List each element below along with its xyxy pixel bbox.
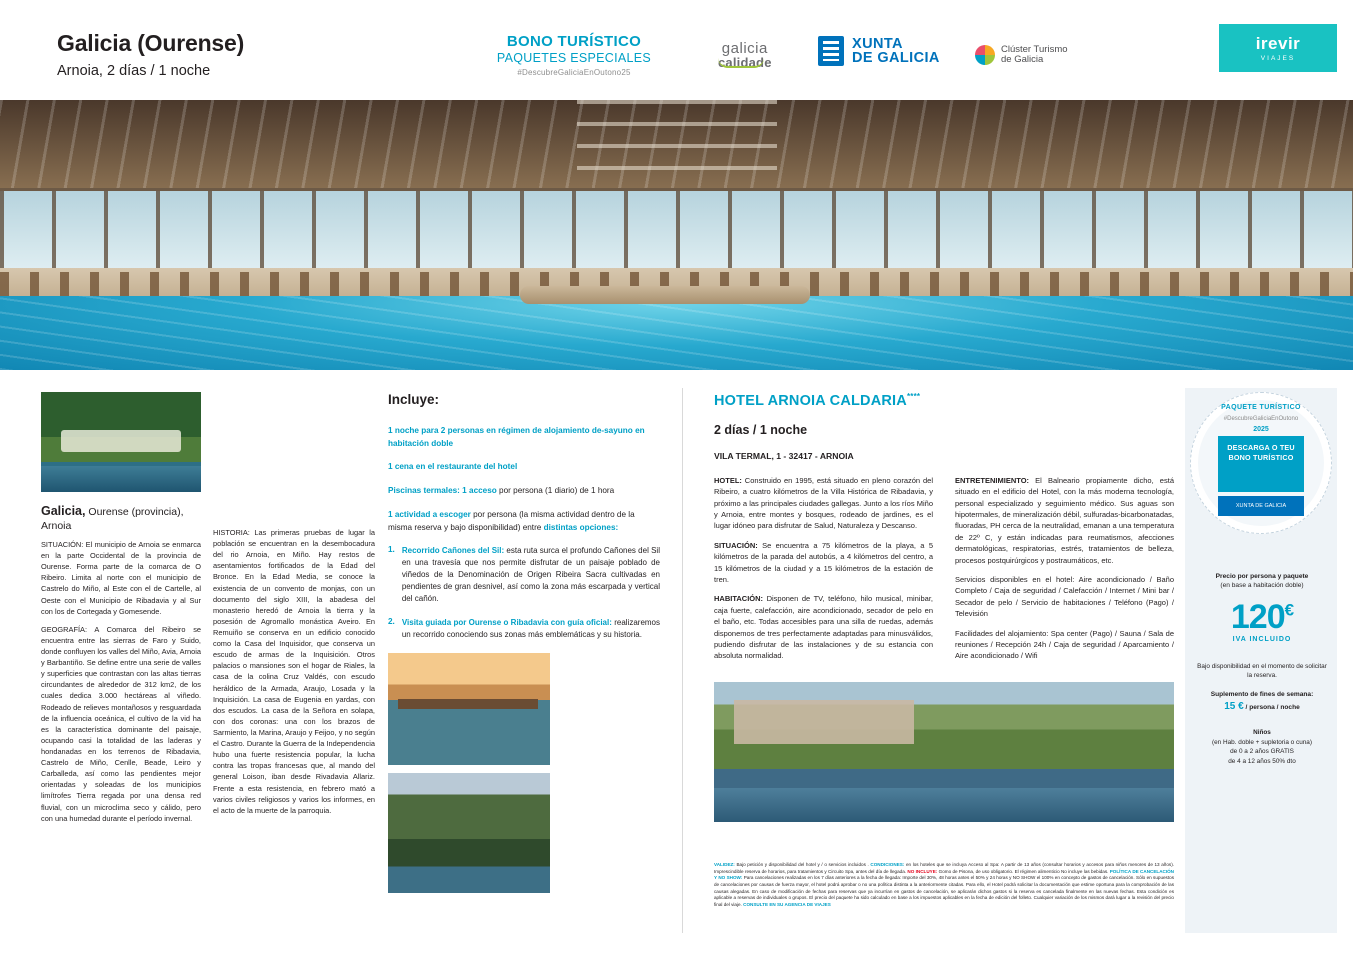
download-bono-button[interactable]: DESCARGA O TEU BONO TURÍSTICO xyxy=(1218,436,1304,492)
include-item-4-detail: por persona (la misma actividad dentro de la misma reserva y bajo disponibilidad) entre xyxy=(388,509,635,532)
legal-agency-note: CONSULTE EN SU AGENCIA DE VIAJES xyxy=(743,901,831,907)
price-header-line-1: Precio por persona y paquete xyxy=(1215,573,1309,580)
price-currency: € xyxy=(1284,600,1294,620)
legal-conditions-label: CONDICIONES: xyxy=(870,862,905,867)
include-item-4-highlight: distintas opciones: xyxy=(543,522,619,532)
destination-text xyxy=(41,539,201,824)
destination-column xyxy=(41,392,201,831)
legal-notincluded-label: NO INCLUYE: xyxy=(907,868,938,874)
hotel-stars: **** xyxy=(906,392,921,401)
include-item-1 xyxy=(388,425,660,450)
page-header xyxy=(0,0,1353,96)
activity-option-2-text xyxy=(402,617,660,641)
activity-option-1 xyxy=(388,545,660,605)
children-pricing-title: Niños xyxy=(1253,729,1271,736)
weekend-supplement xyxy=(1196,690,1328,714)
hotel-duration: 2 días / 1 noche xyxy=(714,422,808,437)
hotel-info-left xyxy=(714,475,933,670)
include-item-2-label: 1 cena en el restaurante del hotel xyxy=(388,462,518,472)
include-item-3-detail: por persona (1 diario) de 1 hora xyxy=(496,486,615,496)
hotel-paragraph-hotel xyxy=(714,475,933,532)
include-item-3 xyxy=(388,485,660,498)
activity-option-2 xyxy=(388,617,660,641)
xunta-de-galicia-logo xyxy=(818,36,940,66)
hotel-address: VILA TERMAL, 1 - 32417 - ARNOIA xyxy=(714,450,854,461)
legal-cancellation-text: Para cancelaciones realizadas en los 7 días anteriores a la fecha de llegada: Importe del 30%, 48 horas antes el 50% y 24 horas y NO SHOW el 100% en concepto de gastos de cancelación. Sólo en supuestos de cancelaciones por causas de fuerza mayor, el hotel podrá aprobar o no una política distinta a la anteriormente citadas. Para ello, el Hotel podrá solicitar la documentación que estime oportuna para la comprobación de las causas alegadas. En caso de modificación de fechas para reservas que ya incurrían en gastos de cancelación, se aplicarán dichos gastos si la reserva es cancelada finalmente en las nuevas fechas. Esta condición es aplicable a reservas de individuales o grupos. El precio del paquete ha sido calculado en base a los impuestos aplicables en la fecha de edición del folleto. Cualquier variación de los mismos dará lugar a la revisión del precio final del viaje. xyxy=(714,875,1174,907)
package-badge-title: PAQUETE TURÍSTICO xyxy=(1221,404,1301,411)
includes-heading: Incluye: xyxy=(388,392,440,407)
ribadavia-bridge-photo xyxy=(388,653,550,765)
activity-option-1-body: esta ruta surca el profundo Cañones del Sil en una travesía que nos permite disfrutar de un paisaje poblado de viñedos de la Denominación de Origen Ribeira Sacra cultivadas en pendientes de gran desnivel, así como la zona más escarpada y vertical del cañón. xyxy=(401,546,660,604)
includes-column xyxy=(388,392,660,893)
legal-notincluded-text: Gomo de Pisona, de uso obligatorio. El régimen alimenticio No incluye las bebidas. xyxy=(937,868,1110,874)
weekend-supplement-label: Suplemento de fines de semana: xyxy=(1210,691,1314,698)
legal-validity-text: Bajo petición y disponibilidad del hotel y / o servicios incluidos . xyxy=(734,862,871,867)
agency-logo xyxy=(1219,24,1337,72)
hero-glass-wall xyxy=(0,188,1353,270)
hotel-paragraph-hotel-text: Construido en 1995, está situado en pleno corazón del Ribeiro, a cuatro kilómetros de la Villa Histórica de Ribadavia, y próximo a las principales ciudades gallegas. Junto a los ríos Miño y Arnoia, entre montes y bosques, rodeado de jardines, es el lugar idóneo para disfrutar de Salud, Naturaleza y Descanso. xyxy=(714,475,933,531)
price-vat-note: IVA INCLUIDO xyxy=(1232,636,1292,643)
hotel-paragraph-situacion-label: SITUACIÓN: xyxy=(714,540,758,550)
xunta-emblem-icon xyxy=(818,36,844,66)
activity-option-1-text xyxy=(402,545,660,605)
cluster-line-1: Clúster Turismo xyxy=(1001,44,1068,55)
hotel-paragraph-habitacion-label: HABITACIÓN: xyxy=(714,594,764,604)
weekend-supplement-value: 15 € xyxy=(1224,700,1244,712)
destination-paragraph-historia: HISTORIA: Las primeras pruebas de lugar la población se encuentran en la desembocadura del rio Arnoia, en Miño. Hay restos de asentamientos fortificados de la Edad del Bronce. En la Edad Media, se conoce la existencia de un convento de monjas, con un documento del siglo XIII, la abadesa del monasterio heredó de Arnoia la tierra y la posesión de Agromallo monástica Aveiro. En Remuiño se conserva en un edificio conocido como la Casa del Inquisidor, que conserva un escudo de armas de la Inquisición. Otros palacios o mansiones son el hogar de Riales, la casa de la colina Cruz Valdés, con escudo heráldico de la Armada, Araujo, Losada y la Inquisición. La casa de Eugenia en yardas, con dos escudos. La casa de la Señora en solapa, con dos coronas: una con los brazos de Sarmiento, la Marina, Araujo y Feijoo, y no según el Castro. Durante la Guerra de la Independencia hubo una fuerte resistencia popular, la lucha contra las tropas francesas que, al mando del general Loison, iban desde Rivadavia Allariz. Frente a esta resistencia, en febrero mató a varios civiles religiosos y varios los informes, en el acto de la muerte de la parroquia. xyxy=(213,528,375,815)
xunta-line-1: XUNTA xyxy=(852,36,903,52)
include-item-1-label: 1 noche para 2 personas en régimen de alojamiento de-sayuno en habitación doble xyxy=(388,426,645,448)
destination-heading-bold: Galicia, xyxy=(41,504,86,518)
hotel-name-text: HOTEL ARNOIA CALDARIA xyxy=(714,392,907,409)
hotel-paragraph-entretenimiento-text: El Balneario propiamente dicho, está situado en el edificio del Hotel, con la más moderna tecnología, personal especializado y seguimiento médico. Sus aguas son hipotermales, de mineralización débil, sulfuradas-bicarbonatadas, fluoradas, PH cerca de la neutralidad, emanan a una temperatura de 22º C, y están indicadas para reumatismos, afecciones dermatológicas, respiratorias, estrés, tratamientos de belleza, procesos postquirúrgicos y postraumáticos, etc. xyxy=(955,475,1174,565)
hotel-column xyxy=(714,392,1174,822)
column-divider xyxy=(682,388,683,933)
sil-canyon-photo xyxy=(388,773,550,893)
hotel-paragraph-entretenimiento xyxy=(955,475,1174,566)
page-title: Galicia (Ourense) xyxy=(57,30,245,56)
price-number: 120 xyxy=(1230,598,1285,636)
legal-cancellation-label: POLÍTICA DE CANCELACIÓN Y NO SHOW: xyxy=(714,868,1174,881)
legal-conditions-text: en los hoteles que se incluya Acceso al Spa: A partir de 13 años (consultar horarios y accesos para niños menores de 13 años). Imprescindible reserva de horarios, para tratamientos y Circuito Spa, antes del día de llegada. xyxy=(714,862,1175,874)
activity-option-2-title: Visita guiada por Ourense o Ribadavia con guía oficial: xyxy=(401,618,612,628)
weekend-supplement-unit: / persona / noche xyxy=(1245,703,1300,711)
package-badge-footer: XUNTA DE GALICIA xyxy=(1218,496,1304,516)
availability-note: Bajo disponibilidad en el momento de solicitar la reserva. xyxy=(1197,663,1327,680)
price-header-line-2: (en base a habitación doble) xyxy=(1220,582,1304,590)
agency-tagline: VIAJES xyxy=(1260,55,1296,62)
destination-paragraph-situacion: SITUACIÓN: El municipio de Arnoia se enmarca en la parte Occidental de la provincia de Ourense. Forma parte de la comarca de O Ribeiro. Limita al norte con el municipio de Castrelo do Miño, al Este con el de Cartelle, al Oeste con el Municipio de Ribadavia y al Sur con los de Cortegada y Gomesende. xyxy=(41,540,201,616)
hotel-paragraph-habitacion-text: Disponen de TV, teléfono, hilo musical, minibar, caja fuerte, calefacción, aire acondicionado, secador de pelo en el baño, etc. Todas accesibles para una silla de ruedas, además disponemos de tres perfectamente adaptadas para minusválidos, pudiendo disfrutar de las instalaciones y de su estancia con absoluta normalidad. xyxy=(714,594,933,661)
cluster-turismo-logo xyxy=(975,44,1163,65)
destination-heading xyxy=(41,504,201,532)
legal-validity-label: VALIDEZ: xyxy=(714,862,735,867)
bono-hashtag: #DescubreGaliciaEnOutono25 xyxy=(517,68,631,77)
activity-option-2-number: 2. xyxy=(388,617,395,627)
bono-line-1: BONO TURÍSTICO xyxy=(506,33,642,50)
children-pricing xyxy=(1196,728,1328,766)
hotel-name xyxy=(714,392,1174,409)
include-item-4-label: 1 actividad a escoger xyxy=(388,509,471,519)
hotel-paragraph-habitacion xyxy=(714,593,933,661)
hotel-services-list: Servicios disponibles en el hotel: Aire acondicionado / Baño Completo / Caja de seguridad / Calefacción / Internet / Mini bar / Secador de pelo / Servicio de habitaciones / Teléfono (Pago) / Televisión xyxy=(955,574,1174,619)
cluster-circle-icon xyxy=(975,45,995,65)
hero-pool-photo xyxy=(0,100,1353,370)
children-pricing-line-2: de 0 a 2 años GRATIS xyxy=(1230,748,1294,756)
hotel-garden-photo xyxy=(714,682,1174,822)
hero-pool-island xyxy=(520,286,810,304)
title-block xyxy=(57,30,244,79)
price-amount xyxy=(1192,598,1332,637)
page-subtitle: Arnoia, 2 días / 1 noche xyxy=(57,63,211,79)
agency-name: irevir xyxy=(1255,34,1301,53)
bono-turistico-block xyxy=(494,33,654,77)
hotel-paragraph-entretenimiento-label: ENTRETENIMIENTO: xyxy=(955,475,1030,485)
hero-pool-water xyxy=(0,296,1353,370)
activity-option-1-title: Recorrido Cañones del Sil: xyxy=(401,546,505,556)
history-column xyxy=(213,527,375,823)
children-pricing-line-3: de 4 a 12 años 50% dto xyxy=(1228,757,1296,765)
price-header xyxy=(1192,572,1332,590)
destination-heading-rest: Ourense (provincia), Arnoia xyxy=(41,506,184,532)
hotel-paragraph-situacion xyxy=(714,540,933,586)
include-item-3-label: Piscinas termales: 1 acceso xyxy=(388,486,497,496)
package-badge-hashtag: #DescubreGaliciaEnOutono xyxy=(1223,416,1299,422)
cluster-line-2: de Galicia xyxy=(1001,54,1044,65)
galicia-calidade-swoosh-icon xyxy=(718,58,764,68)
activity-option-1-number: 1. xyxy=(388,545,395,555)
hotel-info-right xyxy=(955,475,1174,670)
aerial-village-photo xyxy=(41,392,201,492)
include-item-4 xyxy=(388,509,660,534)
hotel-paragraph-situacion-text: Se encuentra a 75 kilómetros de la playa, a 5 kilómetros de la parada del autobús, a 4 kilómetros del centro, a 15 kilómetros de la ciudad y a 15 kilómetros de la estación de tren. xyxy=(714,540,933,584)
include-item-2 xyxy=(388,461,660,474)
hotel-paragraph-hotel-label: HOTEL: xyxy=(714,475,742,485)
hotel-facilities-list: Facilidades del alojamiento: Spa center (Pago) / Sauna / Sala de reuniones / Recepción 24h / Caja de seguridad / Aparcamiento / Aire acondicionado / Wifi xyxy=(955,628,1174,661)
children-pricing-line-1: (en Hab. doble + supletoria o cuna) xyxy=(1211,738,1312,746)
legal-terms xyxy=(714,862,1174,909)
xunta-line-2: DE GALICIA xyxy=(852,50,940,66)
package-badge-year: 2025 xyxy=(1253,426,1269,433)
hero-roof xyxy=(0,100,1353,196)
destination-paragraph-geografia: GEOGRAFÍA: A Comarca del Ribeiro se encuentra entre las sierras de Faro y Suido, donde confluyen los valles del Miño, Avia, Arnoia y Barbantiño. Se define entre una serie de valles y superficies que contrastan con las altas tierras circundantes de alrededor de 312 km2, de los cuales dedica 3.000 hectáreas al viñedo. Rodeado de relieves montañosos y resguardada de la influencia oceánica, el cultivo de la vid ha es la característica dominante del paisaje, ocupando casi la totalidad de las laderas y hondanadas en los terrenos de Ribadavia, Castrelo de Miño, Cenlle, Beade, Leiro y Carballeda, así como las pendientes mejor orientadas y soleadas de los municipios limítrofes Tierra regada por una densa red fluvial, con un microclima seco y cálido, pero con una humedad durante el período invernal. xyxy=(41,624,201,823)
galicia-calidade-line-1: galicia xyxy=(721,40,768,57)
bono-line-2: PAQUETES ESPECIALES xyxy=(496,51,652,65)
galicia-calidade-line-2: calidade xyxy=(718,55,772,70)
activity-option-2-body: realizaremos un recorrido conociendo sus zonas más emblemáticas y su historia. xyxy=(401,618,661,640)
